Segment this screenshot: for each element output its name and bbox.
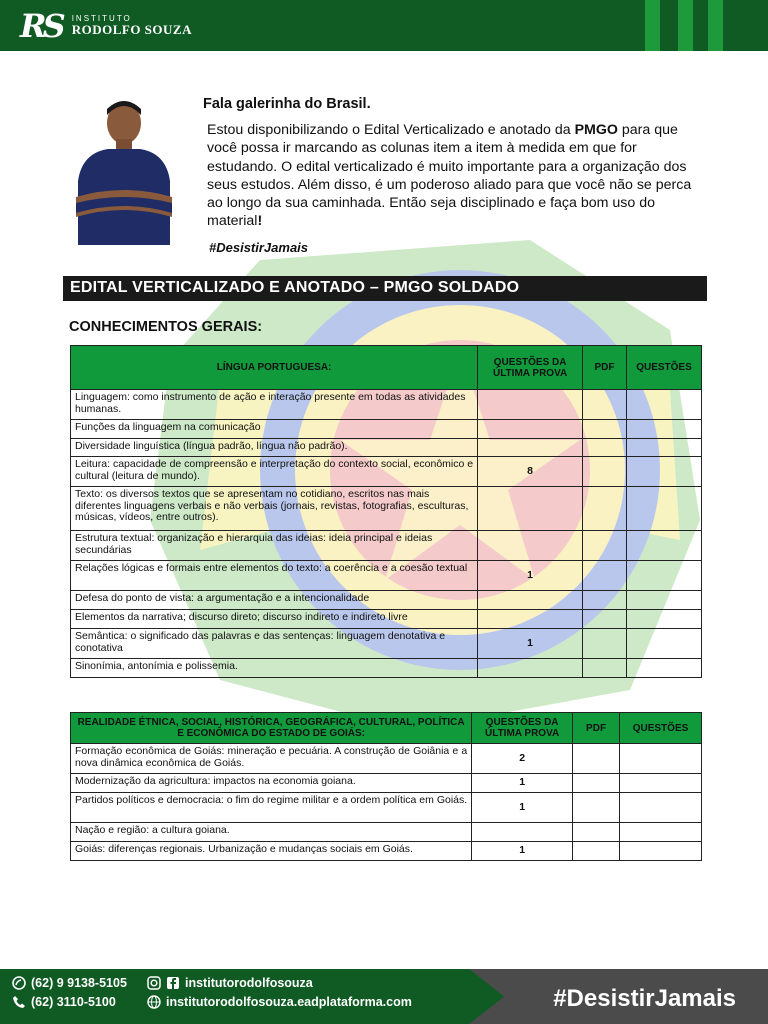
table-row	[71, 793, 702, 823]
institute-logo	[20, 8, 192, 44]
pdf-check-cell[interactable]	[573, 842, 620, 861]
questions-check-cell[interactable]	[627, 610, 702, 629]
column-header: QUESTÕES DA ÚLTIMA PROVA	[472, 713, 573, 744]
last-exam-questions-cell	[478, 659, 583, 678]
questions-check-cell[interactable]	[627, 439, 702, 457]
pdf-check-cell[interactable]	[583, 629, 627, 659]
section-title: CONHECIMENTOS GERAIS:	[69, 319, 263, 335]
last-exam-questions-cell	[478, 420, 583, 439]
pdf-check-cell[interactable]	[573, 744, 620, 774]
pmgo-bold: PMGO	[574, 122, 618, 138]
portuguese-table	[70, 345, 702, 678]
questions-check-cell[interactable]	[627, 420, 702, 439]
topic-cell: Goiás: diferenças regionais. Urbanização e mudanças sociais em Goiás.	[71, 842, 472, 861]
questions-check-cell[interactable]	[627, 629, 702, 659]
questions-check-cell[interactable]	[627, 487, 702, 531]
questions-check-cell[interactable]	[627, 457, 702, 487]
facebook-icon	[166, 976, 180, 990]
hashtag: #DesistirJamais	[209, 240, 309, 255]
header-stripe	[708, 0, 723, 51]
questions-check-cell[interactable]	[627, 531, 702, 561]
topic-cell: Partidos políticos e democracia: o fim do regime militar e a ordem política em Goiás.	[71, 793, 472, 823]
questions-check-cell[interactable]	[627, 561, 702, 591]
page-header	[0, 0, 768, 51]
last-exam-questions-cell	[478, 439, 583, 457]
questions-check-cell[interactable]	[627, 659, 702, 678]
pdf-check-cell[interactable]	[573, 774, 620, 793]
author-photo	[72, 95, 176, 245]
pdf-check-cell[interactable]	[583, 561, 627, 591]
topic-cell: Linguagem: como instrumento de ação e interação presente em todas as atividades humanas.	[71, 390, 478, 420]
topic-cell: Nação e região: a cultura goiana.	[71, 823, 472, 842]
pdf-check-cell[interactable]	[583, 457, 627, 487]
footer-phone: (62) 3110-5100	[12, 995, 116, 1009]
pdf-check-cell[interactable]	[583, 390, 627, 420]
last-exam-questions-cell	[478, 390, 583, 420]
table-row	[71, 561, 702, 591]
table-row	[71, 457, 702, 487]
last-exam-questions-cell	[478, 531, 583, 561]
web-icon	[147, 995, 161, 1009]
pdf-check-cell[interactable]	[583, 591, 627, 610]
table-row	[71, 531, 702, 561]
last-exam-questions-cell	[472, 823, 573, 842]
column-header: PDF	[583, 346, 627, 390]
column-header: REALIDADE ÉTNICA, SOCIAL, HISTÓRICA, GEOGRÁFICA, CULTURAL, POLÍTICA E ECONÔMICA DO ESTADO DE GOIÁS:	[71, 713, 472, 744]
table-row	[71, 823, 702, 842]
table-row	[71, 629, 702, 659]
header-stripe	[645, 0, 660, 51]
topic-cell: Relações lógicas e formais entre elementos do texto: a coerência e a coesão textual	[71, 561, 478, 591]
logo-mark: RS	[20, 7, 62, 45]
topic-cell: Texto: os diversos textos que se apresentam no cotidiano, escritos nas mais diferentes linguagens verbais e não verbais (jornais, revistas, fotografias, esculturas, músicas, vídeos, entre outros).	[71, 487, 478, 531]
questions-check-cell[interactable]	[620, 842, 702, 861]
questions-check-cell[interactable]	[620, 774, 702, 793]
last-exam-questions-cell: 1	[472, 774, 573, 793]
topic-cell: Formação econômica de Goiás: mineração e pecuária. A construção de Goiânia e a nova dinâmica econômica de Goiás.	[71, 744, 472, 774]
whatsapp-icon	[12, 976, 26, 990]
logo-small-text: INSTITUTO	[71, 13, 132, 23]
logo-big-text: RODOLFO SOUZA	[71, 22, 192, 38]
greeting: Fala galerinha do Brasil.	[203, 96, 371, 112]
pdf-check-cell[interactable]	[573, 793, 620, 823]
topic-cell: Defesa do ponto de vista: a argumentação e a intencionalidade	[71, 591, 478, 610]
questions-check-cell[interactable]	[620, 793, 702, 823]
questions-check-cell[interactable]	[627, 390, 702, 420]
document-title-banner: EDITAL VERTICALIZADO E ANOTADO – PMGO SOLDADO	[63, 276, 707, 301]
column-header: QUESTÕES DA ÚLTIMA PROVA	[478, 346, 583, 390]
table-row	[71, 744, 702, 774]
column-header: QUESTÕES	[627, 346, 702, 390]
pdf-check-cell[interactable]	[583, 487, 627, 531]
instagram-icon	[147, 976, 161, 990]
table-row	[71, 420, 702, 439]
last-exam-questions-cell: 8	[478, 457, 583, 487]
table-row	[71, 439, 702, 457]
phone-icon	[12, 995, 26, 1009]
table-row	[71, 591, 702, 610]
last-exam-questions-cell	[478, 610, 583, 629]
topic-cell: Leitura: capacidade de compreensão e interpretação do contexto social, econômico e cultural (leitura de mundo).	[71, 457, 478, 487]
questions-check-cell[interactable]	[620, 744, 702, 774]
topic-cell: Diversidade linguística (língua padrão, língua não padrão).	[71, 439, 478, 457]
footer-social: institutorodolfosouza	[147, 976, 313, 990]
pdf-check-cell[interactable]	[583, 659, 627, 678]
topic-cell: Estrutura textual: organização e hierarquia das ideias: ideia principal e ideias secundárias	[71, 531, 478, 561]
footer-site: institutorodolfosouza.eadplataforma.com	[147, 995, 412, 1009]
goias-table	[70, 712, 702, 861]
last-exam-questions-cell: 1	[478, 629, 583, 659]
column-header: PDF	[573, 713, 620, 744]
pdf-check-cell[interactable]	[583, 531, 627, 561]
table-row	[71, 390, 702, 420]
last-exam-questions-cell: 1	[478, 561, 583, 591]
pdf-check-cell[interactable]	[583, 439, 627, 457]
topic-cell: Funções da linguagem na comunicação	[71, 420, 478, 439]
pdf-check-cell[interactable]	[583, 610, 627, 629]
table-row	[71, 610, 702, 629]
last-exam-questions-cell: 1	[472, 842, 573, 861]
last-exam-questions-cell	[478, 487, 583, 531]
last-exam-questions-cell: 1	[472, 793, 573, 823]
last-exam-questions-cell: 2	[472, 744, 573, 774]
header-stripe	[678, 0, 693, 51]
table-row	[71, 842, 702, 861]
intro-paragraph: Estou disponibilizando o Edital Verticalizado e anotado da PMGO para que você possa ir marcando as colunas item a item à medida em que for estudando. O edital verticalizado é muito importante para a organização dos seus estudos. Além disso, é um poderoso aliado para que você não se perca ao longo da sua caminhada. Então seja disciplinado e faça bom uso do material!	[207, 122, 692, 230]
table-row	[71, 659, 702, 678]
pdf-check-cell[interactable]	[573, 823, 620, 842]
last-exam-questions-cell	[478, 591, 583, 610]
topic-cell: Elementos da narrativa; discurso direto; discurso indireto e indireto livre	[71, 610, 478, 629]
topic-cell: Modernização da agricultura: impactos na economia goiana.	[71, 774, 472, 793]
footer-phone-whatsapp: (62) 9 9138-5105	[12, 976, 127, 990]
footer-hashtag: #DesistirJamais	[553, 985, 736, 1012]
questions-check-cell[interactable]	[620, 823, 702, 842]
table-row	[71, 774, 702, 793]
topic-cell: Sinonímia, antonímia e polissemia.	[71, 659, 478, 678]
table-row	[71, 487, 702, 531]
topic-cell: Semântica: o significado das palavras e das sentenças: linguagem denotativa e conotativa	[71, 629, 478, 659]
column-header: LÍNGUA PORTUGUESA:	[71, 346, 478, 390]
pdf-check-cell[interactable]	[583, 420, 627, 439]
column-header: QUESTÕES	[620, 713, 702, 744]
questions-check-cell[interactable]	[627, 591, 702, 610]
